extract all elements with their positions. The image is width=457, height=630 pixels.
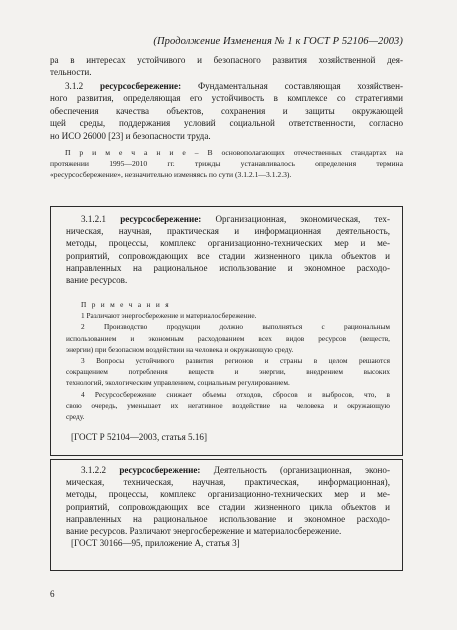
- definition-3-1-2: [50, 80, 403, 142]
- source-reference: [ГОСТ Р 52104—2003, статья 5.16]: [71, 432, 207, 442]
- text-line: тельности.: [50, 67, 92, 78]
- note-item: 4 Ресурсосбережение снижает объемы отходов, сбросов и выбросов, что, в: [81, 389, 390, 399]
- clause-number: 3.1.2: [65, 81, 84, 91]
- text-line: ного развития, определяющая его устойчивость в комплексе со стратегиями: [50, 93, 403, 104]
- text-line: щей среды, поддержания условий социальной ответственности, согласно: [50, 118, 403, 129]
- text-line: ра в интересах устойчивого и безопасного развития хозяйственной дея-: [50, 55, 403, 65]
- text-line: методы, процессы, комплекс организационно-технических мер и ме-: [66, 238, 390, 249]
- note-item: среду.: [66, 412, 85, 422]
- text-line: направленных на рациональное использование и экономное расходо-: [66, 513, 390, 524]
- definition-text: Организационная, экономическая, тех-: [215, 214, 390, 224]
- definition-text: Деятельность (организационная, эконо-: [213, 465, 390, 475]
- note-line: протяжении 1995—2010 гг. трижды устанавливалось определения термина: [50, 159, 403, 169]
- text-line: [50, 80, 403, 92]
- note-line: «ресурсосбережение», незначительно изменяясь по сути (3.1.2.1—3.1.2.3).: [50, 170, 292, 180]
- text-line: вание ресурсов.: [66, 275, 128, 286]
- definition-text-block: [66, 464, 390, 549]
- term: ресурсосбережение:: [120, 214, 202, 224]
- text-line: вание ресурсов. Различают энергосбережение и материалосбережение.: [66, 526, 342, 537]
- text-line: мическая, техническая, научная, практическая, информационная),: [66, 477, 390, 488]
- intro-paragraph: [50, 54, 403, 79]
- definition-text: Фундаментальная составляющая хозяйствен-: [197, 81, 403, 91]
- text-line: направленных на рациональное использование и экономное расходо-: [66, 262, 390, 273]
- note-item: 2 Производство продукции должно выполняться с рациональным: [81, 322, 390, 332]
- text-line: обеспечения качества объектов, сохранения и защиты окружающей: [50, 105, 403, 116]
- definition-box-3-1-2-2: [50, 459, 403, 571]
- text-line: ническая, научная, практическая и информационная деятельность,: [66, 226, 390, 237]
- clause-number: 3.1.2.1: [81, 214, 107, 224]
- notes-block: [66, 299, 390, 422]
- text-line: [66, 213, 390, 225]
- notes-heading: П р и м е ч а н и я: [81, 300, 171, 309]
- definition-box-3-1-2-1: [50, 206, 403, 456]
- note-item: энергии) при безопасном воздействии на человека и окружающую среду.: [66, 344, 294, 354]
- definition-text-block: [66, 213, 390, 286]
- note-item: свою очередь, уменьшает их негативное воздействие на человека и окружающую: [66, 400, 390, 410]
- note-item: 1 Различают энергосбережение и материалосбережение.: [81, 311, 257, 321]
- source-reference: [ГОСТ 30166—95, приложение А, статья 3]: [71, 538, 240, 549]
- note-item: сокращением потребления веществ и энергии, внедрением высоких: [66, 367, 390, 377]
- clause-number: 3.1.2.2: [81, 465, 107, 475]
- text-line: методы, процессы, комплекс организационно-технических мер и ме-: [66, 489, 390, 500]
- note-item: использованием и экономным расходованием всех видов ресурсов (веществ,: [66, 333, 390, 343]
- note-line: П р и м е ч а н и е – В основополагающих отечественных стандартах на: [65, 148, 403, 157]
- note-item: 3 Вопросы устойчивого развития регионов и страны в целом решаются: [81, 356, 390, 366]
- term: ресурсосбережение:: [119, 465, 201, 475]
- text-line: [66, 464, 390, 476]
- text-line: но ИСО 26000 [23] и безопасности труда.: [50, 130, 211, 141]
- running-header: (Продолжение Изменения № 1 к ГОСТ Р 52106—2003): [153, 36, 403, 47]
- text-line: роприятий, сопровождающих все стадии жизненного цикла объектов и: [66, 250, 390, 261]
- page-number: 6: [50, 589, 55, 599]
- text-line: роприятий, сопровождающих все стадии жизненного цикла объектов и: [66, 501, 390, 512]
- term: ресурсосбережение:: [100, 81, 182, 91]
- note-main: [50, 147, 403, 181]
- note-item: технологий, экологическим управлением, социальным регулированием.: [66, 378, 290, 388]
